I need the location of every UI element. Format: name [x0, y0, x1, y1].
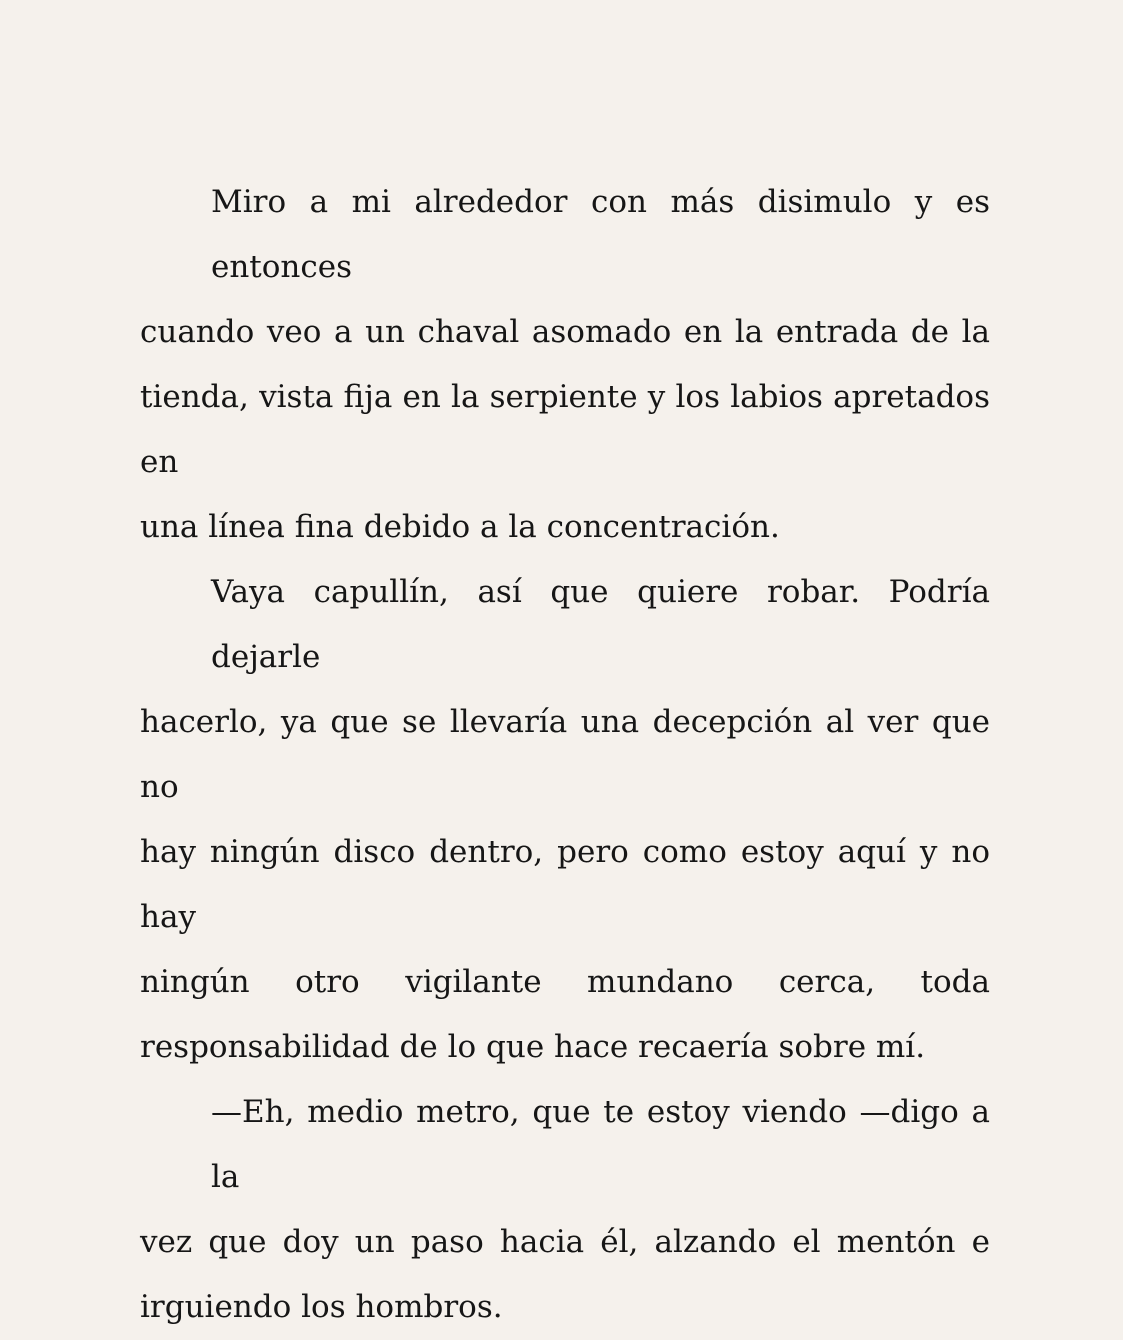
paragraph-2 — [140, 560, 990, 1080]
text-line: una línea fina debido a la concentración. — [140, 509, 780, 545]
text-line: —Eh, medio metro, que te estoy viendo —digo a la — [211, 1094, 990, 1195]
text-line: Miro a mi alrededor con más disimulo y es entonces — [211, 184, 990, 285]
text-line: ningún otro vigilante mundano cerca, toda — [140, 964, 990, 1000]
paragraph-1 — [140, 170, 990, 560]
text-line: irguiendo los hombros. — [140, 1289, 503, 1325]
book-page — [140, 170, 990, 1340]
text-line: tienda, vista fija en la serpiente y los labios apretados en — [140, 379, 990, 480]
text-line: hay ningún disco dentro, pero como estoy aquí y no hay — [140, 834, 990, 935]
text-line: cuando veo a un chaval asomado en la entrada de la — [140, 314, 990, 350]
text-line: responsabilidad de lo que hace recaería sobre mí. — [140, 1029, 926, 1065]
text-line: Vaya capullín, así que quiere robar. Podría dejarle — [211, 574, 990, 675]
paragraph-3 — [140, 1080, 990, 1340]
text-line: hacerlo, ya que se llevaría una decepción al ver que no — [140, 704, 990, 805]
text-line: vez que doy un paso hacia él, alzando el mentón e — [140, 1224, 990, 1260]
